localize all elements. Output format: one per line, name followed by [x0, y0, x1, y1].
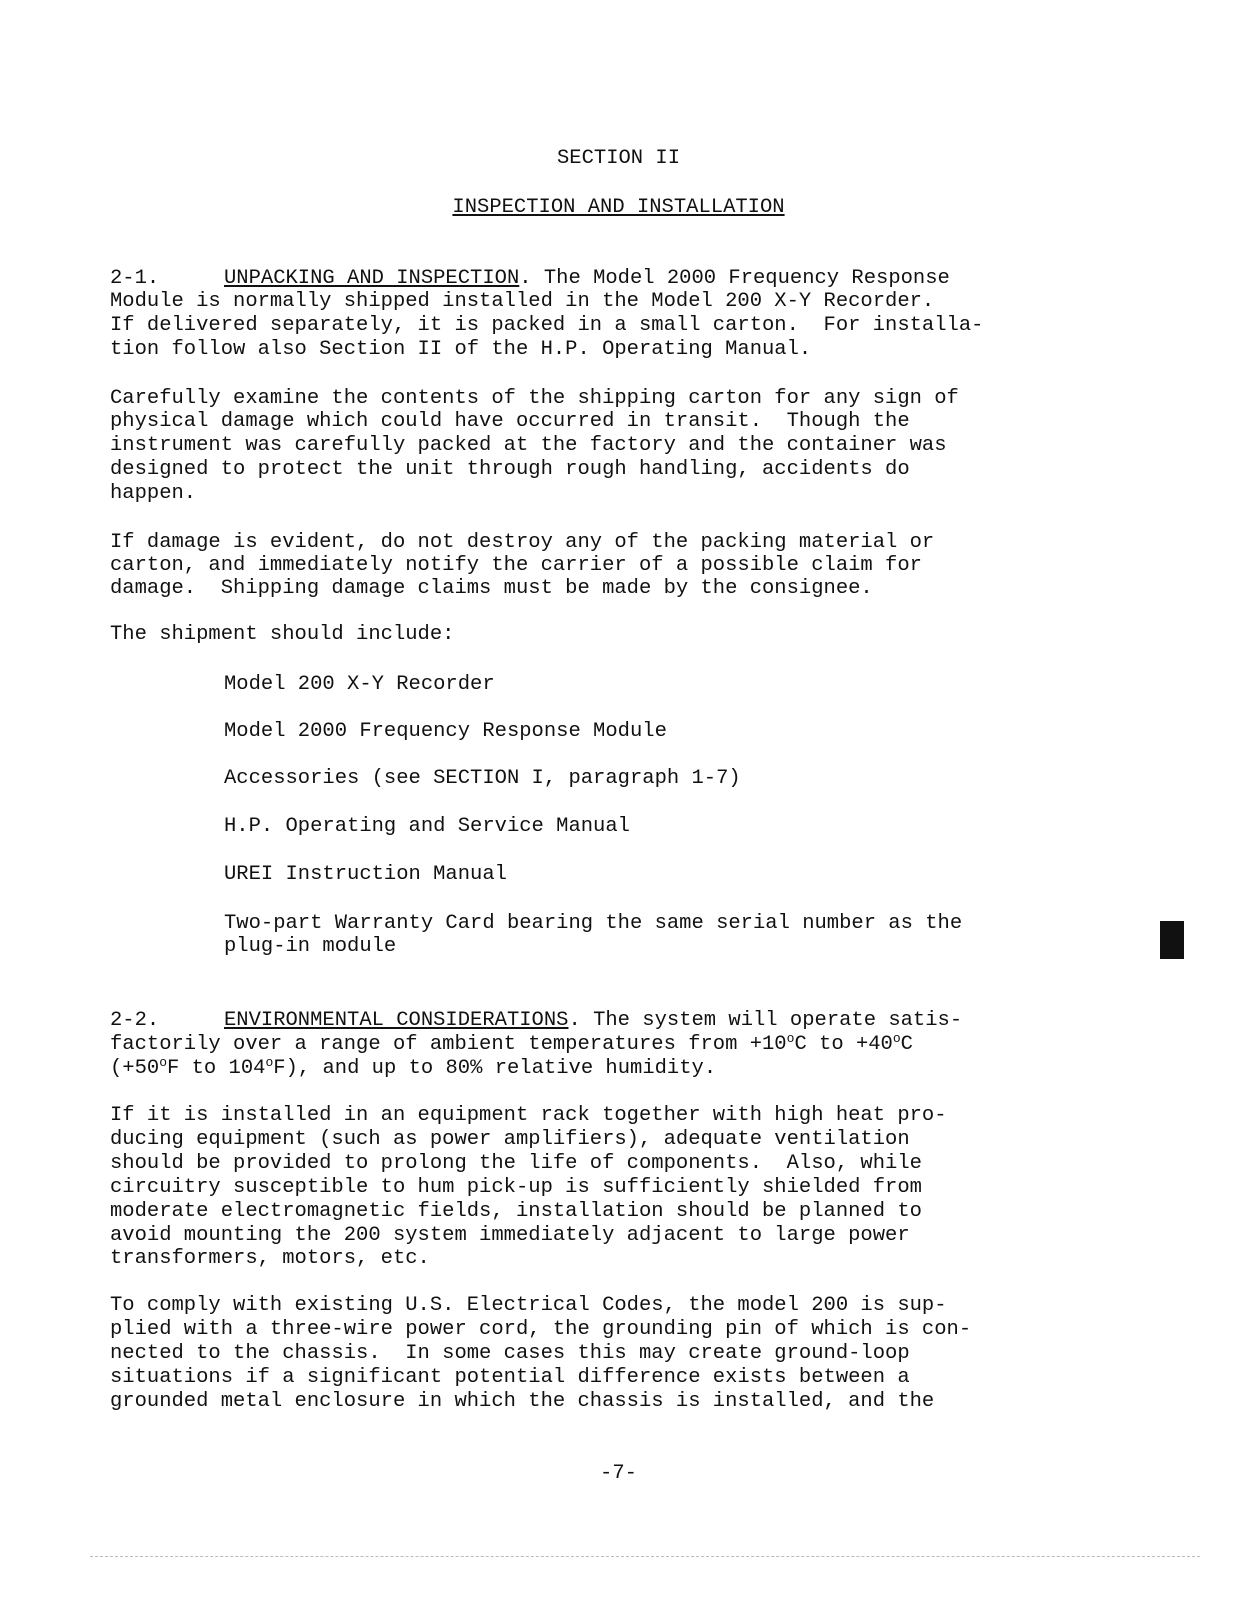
paragraph-damage-line: damage. Shipping damage claims must be made by the consignee. — [110, 577, 873, 600]
paragraph-2-2-line-1 — [110, 1009, 962, 1033]
section-title: SECTION II — [556, 147, 681, 170]
paragraph-damage-line: If damage is evident, do not destroy any of the packing material or — [110, 531, 935, 554]
paragraph-examine-line: physical damage which could have occurred in transit. Though the — [110, 410, 910, 433]
paragraph-2-1-text: The Model 2000 Frequency Response — [543, 267, 950, 290]
degree-mark: o — [786, 1031, 795, 1046]
paragraph-rack-line: should be provided to prolong the life of components. Also, while — [110, 1152, 922, 1175]
shipment-item-continued: plug-in module — [224, 935, 397, 958]
paragraph-codes-line: plied with a three-wire power cord, the grounding pin of which is con- — [110, 1318, 972, 1341]
paragraph-examine-line: instrument was carefully packed at the factory and the container was — [110, 434, 947, 457]
paragraph-2-1-line-1 — [110, 267, 950, 291]
paragraph-codes-line: situations if a significant potential difference exists between a — [110, 1366, 910, 1389]
paragraph-codes-line: nected to the chassis. In some cases this may create ground-loop — [110, 1342, 910, 1365]
paragraph-2-2-text: The system will operate satis- — [593, 1009, 963, 1032]
paragraph-damage-line: carton, and immediately notify the carrier of a possible claim for — [110, 554, 922, 577]
temperature-text: factorily over a range of ambient temperatures from +10 — [110, 1033, 787, 1056]
paragraph-rack-line: ducing equipment (such as power amplifiers), adequate ventilation — [110, 1128, 910, 1151]
paragraph-number-2-1: 2-1. — [110, 267, 160, 290]
heading-unpacking: UNPACKING AND INSPECTION — [224, 267, 520, 290]
paragraph-examine-line: happen. — [110, 482, 197, 505]
shipment-item: H.P. Operating and Service Manual — [224, 815, 630, 838]
paragraph-number-2-2: 2-2. — [110, 1009, 160, 1032]
section-subtitle: INSPECTION AND INSTALLATION — [452, 196, 785, 219]
heading-environmental: ENVIRONMENTAL CONSIDERATIONS — [224, 1009, 569, 1032]
paragraph-rack-line: moderate electromagnetic fields, installation should be planned to — [110, 1200, 922, 1223]
shipment-item: Accessories (see SECTION I, paragraph 1-7) — [224, 767, 741, 790]
paragraph-codes-line: grounded metal enclosure in which the chassis is installed, and the — [110, 1390, 935, 1413]
temperature-text: C — [900, 1033, 913, 1056]
footer-rule — [90, 1556, 1200, 1557]
paragraph-2-1-line: If delivered separately, it is packed in a small carton. For installa- — [110, 314, 984, 337]
temperature-text: F), and up to 80% relative humidity. — [273, 1057, 717, 1080]
shipment-item: Model 2000 Frequency Response Module — [224, 720, 667, 743]
shipment-item: UREI Instruction Manual — [224, 863, 507, 886]
temperature-text: C to +40 — [794, 1033, 893, 1056]
paragraph-2-2-line-3 — [110, 1057, 716, 1081]
page-number: -7- — [600, 1462, 637, 1485]
margin-change-bar — [1160, 921, 1184, 959]
paragraph-rack-line: transformers, motors, etc. — [110, 1247, 430, 1270]
shipment-item: Model 200 X-Y Recorder — [224, 673, 495, 696]
paragraph-rack-line: circuitry susceptible to hum pick-up is sufficiently shielded from — [110, 1176, 922, 1199]
temperature-text: F to 104 — [167, 1057, 266, 1080]
paragraph-2-2-line-2 — [110, 1033, 913, 1057]
paragraph-rack-line: If it is installed in an equipment rack together with high heat pro- — [110, 1104, 947, 1127]
paragraph-codes-line: To comply with existing U.S. Electrical Codes, the model 200 is sup- — [110, 1294, 947, 1317]
degree-mark: o — [265, 1055, 274, 1070]
heading-period: . — [568, 1009, 594, 1032]
degree-mark: o — [159, 1055, 168, 1070]
degree-mark: o — [892, 1031, 901, 1046]
temperature-text: (+50 — [110, 1057, 160, 1080]
shipment-item: Two-part Warranty Card bearing the same serial number as the — [224, 912, 963, 935]
heading-period: . — [519, 267, 544, 290]
paragraph-2-1-line: Module is normally shipped installed in the Model 200 X-Y Recorder. — [110, 290, 935, 313]
shipment-intro: The shipment should include: — [110, 623, 455, 646]
paragraph-2-1-line: tion follow also Section II of the H.P. Operating Manual. — [110, 338, 812, 361]
paragraph-examine-line: Carefully examine the contents of the shipping carton for any sign of — [110, 387, 959, 410]
paragraph-rack-line: avoid mounting the 200 system immediately adjacent to large power — [110, 1224, 910, 1247]
paragraph-examine-line: designed to protect the unit through rough handling, accidents do — [110, 458, 910, 481]
